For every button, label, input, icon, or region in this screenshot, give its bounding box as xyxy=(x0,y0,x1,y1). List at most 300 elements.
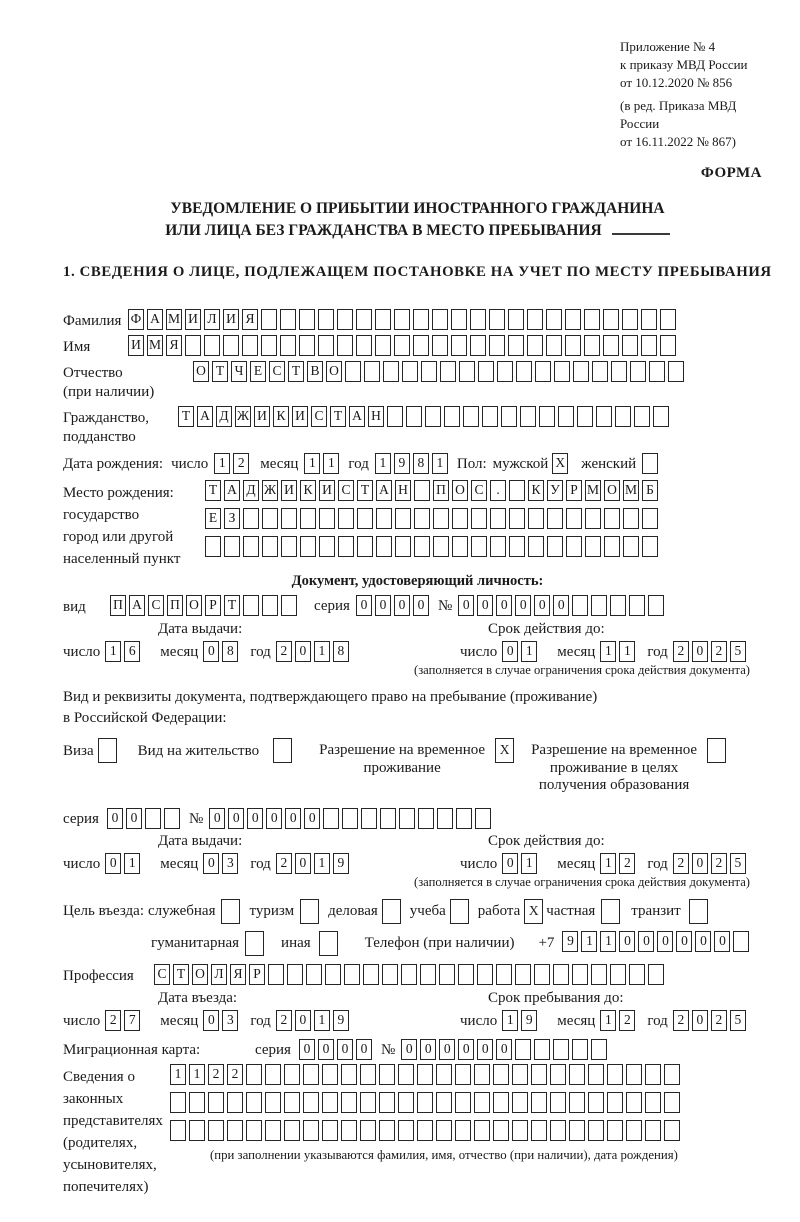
birth-date-row xyxy=(63,453,772,474)
char-cell: С xyxy=(154,964,170,985)
char-cell: 0 xyxy=(394,595,410,616)
char-cell xyxy=(474,1064,490,1085)
form-title-line1: УВЕДОМЛЕНИЕ О ПРИБЫТИИ ИНОСТРАННОГО ГРАЖДАНИНА xyxy=(170,200,665,217)
char-cell: 1 xyxy=(105,641,121,662)
char-cell xyxy=(515,1039,531,1060)
char-cell: 0 xyxy=(619,931,635,952)
char-cell xyxy=(273,738,292,763)
char-cell xyxy=(380,808,396,829)
char-cell xyxy=(303,1120,319,1141)
citizenship-boxes xyxy=(178,406,672,427)
char-cell xyxy=(474,1120,490,1141)
char-cell xyxy=(455,1092,471,1113)
char-cell: 0 xyxy=(203,641,219,662)
char-cell xyxy=(577,406,593,427)
char-cell: Е xyxy=(250,361,266,382)
month-label: месяц xyxy=(557,1012,596,1029)
char-cell xyxy=(243,508,259,529)
char-cell xyxy=(280,335,296,356)
char-cell: К xyxy=(300,480,316,501)
issue-year-boxes xyxy=(276,853,352,874)
char-cell: 2 xyxy=(673,853,689,874)
char-cell: И xyxy=(223,309,239,330)
char-cell xyxy=(565,309,581,330)
char-cell xyxy=(284,1064,300,1085)
char-cell xyxy=(364,361,380,382)
birth-month-boxes xyxy=(304,453,342,474)
day-label: число xyxy=(171,456,209,472)
char-cell xyxy=(375,335,391,356)
char-cell xyxy=(357,508,373,529)
char-cell: О xyxy=(193,361,209,382)
char-cell xyxy=(493,1064,509,1085)
profession-row xyxy=(63,964,772,986)
char-cell xyxy=(383,361,399,382)
sex-male-checkbox xyxy=(552,453,571,474)
char-cell: 0 xyxy=(502,641,518,662)
char-cell xyxy=(395,508,411,529)
char-cell: 5 xyxy=(730,853,746,874)
purpose-study-label: учеба xyxy=(409,902,446,919)
char-cell xyxy=(455,1064,471,1085)
char-cell: Р xyxy=(566,480,582,501)
char-cell xyxy=(550,1064,566,1085)
char-cell: 0 xyxy=(228,808,244,829)
char-cell: 9 xyxy=(394,453,410,474)
char-cell xyxy=(227,1092,243,1113)
char-cell xyxy=(458,964,474,985)
char-cell xyxy=(585,508,601,529)
char-cell xyxy=(243,595,259,616)
identity-doc-dates-row xyxy=(63,641,772,662)
char-cell: К xyxy=(273,406,289,427)
representatives-row3-boxes xyxy=(170,1120,683,1141)
doc-kind-label: вид xyxy=(63,599,86,615)
representatives-label-line4: (родителях, xyxy=(63,1134,138,1151)
char-cell xyxy=(417,1064,433,1085)
char-cell xyxy=(603,309,619,330)
title-blank-underline xyxy=(612,222,670,235)
char-cell: 1 xyxy=(214,453,230,474)
char-cell: 2 xyxy=(276,1010,292,1031)
char-cell: 5 xyxy=(730,641,746,662)
char-cell xyxy=(515,964,531,985)
month-label: месяц xyxy=(557,855,596,872)
char-cell: 0 xyxy=(295,853,311,874)
char-cell: 0 xyxy=(304,808,320,829)
char-cell: 1 xyxy=(170,1064,186,1085)
purpose-humanitarian-checkbox xyxy=(245,931,267,956)
char-cell xyxy=(648,964,664,985)
char-cell xyxy=(569,1092,585,1113)
char-cell xyxy=(268,964,284,985)
purpose-other-checkbox xyxy=(319,931,341,956)
appendix-block xyxy=(620,38,772,151)
char-cell xyxy=(451,309,467,330)
day-label: число xyxy=(460,855,498,872)
char-cell: Я xyxy=(166,335,182,356)
char-cell xyxy=(246,1064,262,1085)
char-cell xyxy=(493,1120,509,1141)
char-cell xyxy=(520,406,536,427)
char-cell xyxy=(642,453,658,474)
char-cell xyxy=(477,964,493,985)
char-cell xyxy=(531,1064,547,1085)
char-cell: Ч xyxy=(231,361,247,382)
char-cell: X xyxy=(524,899,543,924)
representatives-label-line1: Сведения о xyxy=(63,1068,135,1085)
char-cell: П xyxy=(433,480,449,501)
char-cell xyxy=(170,1120,186,1141)
char-cell: 0 xyxy=(439,1039,455,1060)
char-cell: 0 xyxy=(692,641,708,662)
char-cell xyxy=(261,335,277,356)
char-cell xyxy=(689,899,708,924)
expiry-year-boxes xyxy=(673,853,749,874)
day-label: число xyxy=(63,644,101,660)
expiry-day-boxes xyxy=(502,853,540,874)
char-cell: Т xyxy=(178,406,194,427)
profession-label: Профессия xyxy=(63,967,134,984)
char-cell xyxy=(489,309,505,330)
char-cell xyxy=(265,1064,281,1085)
char-cell xyxy=(433,536,449,557)
identity-doc-note: (заполняется в случае ограничения срока действия документа) xyxy=(414,663,750,677)
char-cell: Ф xyxy=(128,309,144,330)
residence-intro-line1: Вид и реквизиты документа, подтверждающего право на пребывание (проживание) xyxy=(63,689,598,705)
residence-expiry-date xyxy=(460,853,758,874)
char-cell xyxy=(508,335,524,356)
purpose-business-checkbox xyxy=(382,899,404,924)
char-cell: . xyxy=(490,480,506,501)
char-cell xyxy=(508,309,524,330)
char-cell xyxy=(394,309,410,330)
temp-residence-edu-line3: получения образования xyxy=(538,777,690,793)
birth-date-label: Дата рождения: xyxy=(63,456,164,472)
entry-date-heading: Дата въезда: xyxy=(158,989,238,1006)
char-cell: Т xyxy=(212,361,228,382)
purpose-other-label: иная xyxy=(281,934,311,951)
appendix-line: от 10.12.2020 № 856 xyxy=(620,75,733,90)
char-cell: 0 xyxy=(356,595,372,616)
char-cell: И xyxy=(292,406,308,427)
char-cell xyxy=(546,309,562,330)
surname-row xyxy=(63,309,772,331)
char-cell xyxy=(584,309,600,330)
stay-until-heading: Срок пребывания до: xyxy=(488,989,624,1006)
char-cell: 0 xyxy=(295,641,311,662)
migration-number-boxes xyxy=(401,1039,610,1060)
char-cell xyxy=(512,1120,528,1141)
given-name-row xyxy=(63,335,772,357)
char-cell xyxy=(337,335,353,356)
char-cell xyxy=(566,536,582,557)
char-cell xyxy=(145,808,161,829)
char-cell xyxy=(592,361,608,382)
identity-doc-date-headers xyxy=(63,621,772,641)
char-cell: 0 xyxy=(299,1039,315,1060)
day-label: число xyxy=(460,644,498,660)
purpose-label: Цель въезда: xyxy=(63,902,144,919)
issue-year-boxes xyxy=(276,641,352,662)
char-cell xyxy=(527,309,543,330)
char-cell xyxy=(611,361,627,382)
migration-series-label: серия xyxy=(255,1041,291,1058)
char-cell xyxy=(585,536,601,557)
char-cell xyxy=(629,964,645,985)
char-cell xyxy=(318,335,334,356)
char-cell xyxy=(489,335,505,356)
char-cell xyxy=(626,1064,642,1085)
char-cell: Т xyxy=(357,480,373,501)
residence-series-boxes xyxy=(107,808,183,829)
stay-day-boxes xyxy=(502,1010,540,1031)
char-cell: 2 xyxy=(711,641,727,662)
char-cell: 2 xyxy=(233,453,249,474)
char-cell: М xyxy=(147,335,163,356)
char-cell xyxy=(394,335,410,356)
char-cell xyxy=(399,808,415,829)
char-cell xyxy=(205,536,221,557)
representatives-label-line2: законных xyxy=(63,1090,124,1107)
char-cell: Н xyxy=(395,480,411,501)
char-cell xyxy=(398,1064,414,1085)
patronymic-label xyxy=(63,361,193,402)
residence-doc-intro xyxy=(63,687,772,729)
day-label: число xyxy=(63,855,101,872)
char-cell xyxy=(299,335,315,356)
temp-residence-edu-line1: Разрешение на временное xyxy=(531,742,698,758)
char-cell: У xyxy=(547,480,563,501)
char-cell xyxy=(588,1120,604,1141)
char-cell: 0 xyxy=(477,595,493,616)
char-cell xyxy=(379,1064,395,1085)
char-cell xyxy=(284,1120,300,1141)
char-cell xyxy=(189,1120,205,1141)
representatives-row2-boxes xyxy=(170,1092,683,1113)
stay-year-boxes xyxy=(673,1010,749,1031)
char-cell xyxy=(281,595,297,616)
phone-boxes xyxy=(562,931,752,952)
char-cell: 5 xyxy=(730,1010,746,1031)
char-cell: 0 xyxy=(203,853,219,874)
char-cell: 1 xyxy=(600,853,616,874)
char-cell xyxy=(287,964,303,985)
char-cell xyxy=(319,931,338,956)
char-cell: С xyxy=(148,595,164,616)
month-label: месяц xyxy=(160,1012,199,1029)
migration-number-label: № xyxy=(380,1041,396,1058)
year-label: год xyxy=(250,855,271,872)
char-cell xyxy=(452,536,468,557)
residence-doc-date-headers xyxy=(63,833,772,853)
char-cell xyxy=(208,1120,224,1141)
char-cell: Е xyxy=(205,508,221,529)
char-cell: 0 xyxy=(285,808,301,829)
char-cell: 0 xyxy=(477,1039,493,1060)
sex-female-label: женский xyxy=(581,456,637,472)
citizenship-label xyxy=(63,406,178,447)
char-cell xyxy=(223,335,239,356)
char-cell xyxy=(376,508,392,529)
char-cell xyxy=(208,1092,224,1113)
char-cell xyxy=(338,508,354,529)
char-cell: 0 xyxy=(295,1010,311,1031)
char-cell xyxy=(432,309,448,330)
char-cell xyxy=(626,1092,642,1113)
char-cell xyxy=(588,1064,604,1085)
issue-month-boxes xyxy=(203,853,241,874)
char-cell xyxy=(629,595,645,616)
migration-card-row xyxy=(63,1039,772,1060)
amendment-line: от 16.11.2022 № 867) xyxy=(620,134,737,149)
char-cell xyxy=(534,964,550,985)
identity-expiry-date xyxy=(460,641,758,662)
char-cell: 0 xyxy=(375,595,391,616)
char-cell: В xyxy=(307,361,323,382)
doc-number-label: № xyxy=(437,598,453,614)
char-cell: Я xyxy=(242,309,258,330)
char-cell xyxy=(470,309,486,330)
char-cell xyxy=(439,964,455,985)
char-cell xyxy=(648,595,664,616)
char-cell xyxy=(642,508,658,529)
char-cell: Л xyxy=(204,309,220,330)
char-cell: 8 xyxy=(413,453,429,474)
char-cell xyxy=(490,536,506,557)
section1-heading: 1. СВЕДЕНИЯ О ЛИЦЕ, ПОДЛЕЖАЩЕМ ПОСТАНОВКЕ НА УЧЕТ ПО МЕСТУ ПРЕБЫВАНИЯ xyxy=(63,264,772,280)
char-cell xyxy=(418,808,434,829)
patronymic-label-text: Отчество xyxy=(63,365,123,381)
char-cell: 1 xyxy=(600,641,616,662)
char-cell xyxy=(361,808,377,829)
temp-residence-edu-line2: проживание в целях xyxy=(549,759,679,776)
char-cell: 0 xyxy=(356,1039,372,1060)
birth-place-block xyxy=(63,480,772,570)
char-cell xyxy=(572,595,588,616)
stay-until-date xyxy=(460,1010,758,1031)
purpose-tourism-label: туризм xyxy=(249,902,295,919)
char-cell xyxy=(224,536,240,557)
year-label: год xyxy=(250,1012,271,1029)
char-cell xyxy=(227,1120,243,1141)
profession-boxes xyxy=(154,964,667,985)
char-cell: 1 xyxy=(600,1010,616,1031)
char-cell: П xyxy=(167,595,183,616)
char-cell xyxy=(626,1120,642,1141)
char-cell xyxy=(610,964,626,985)
temp-residence-edu-checkbox xyxy=(707,738,729,763)
char-cell: М xyxy=(585,480,601,501)
char-cell: 1 xyxy=(304,453,320,474)
char-cell: М xyxy=(623,480,639,501)
temp-residence-label-line1: Разрешение на временное xyxy=(319,742,486,758)
residence-issue-date xyxy=(63,853,460,874)
patronymic-row xyxy=(63,361,772,402)
char-cell xyxy=(591,1039,607,1060)
char-cell xyxy=(417,1120,433,1141)
char-cell: 0 xyxy=(515,595,531,616)
char-cell xyxy=(573,361,589,382)
char-cell xyxy=(535,361,551,382)
issue-date-heading: Дата выдачи: xyxy=(158,621,243,637)
char-cell: 1 xyxy=(314,641,330,662)
char-cell xyxy=(246,1092,262,1113)
char-cell xyxy=(164,808,180,829)
char-cell xyxy=(281,536,297,557)
char-cell xyxy=(490,508,506,529)
char-cell: Ж xyxy=(262,480,278,501)
char-cell xyxy=(470,335,486,356)
issue-date-heading: Дата выдачи: xyxy=(158,832,243,849)
char-cell: Р xyxy=(205,595,221,616)
char-cell xyxy=(645,1092,661,1113)
char-cell xyxy=(601,899,620,924)
char-cell: Т xyxy=(288,361,304,382)
char-cell xyxy=(641,335,657,356)
residence-intro-line2: в Российской Федерации: xyxy=(63,710,227,726)
doc-number-boxes xyxy=(458,595,667,616)
purpose-private-label: частная xyxy=(546,902,596,919)
char-cell xyxy=(300,536,316,557)
char-cell xyxy=(432,335,448,356)
char-cell xyxy=(547,508,563,529)
char-cell: Я xyxy=(230,964,246,985)
patronymic-label-note: (при наличии) xyxy=(63,384,155,400)
char-cell: Т xyxy=(224,595,240,616)
citizenship-label-line1: Гражданство, xyxy=(63,410,150,426)
expiry-date-heading: Срок действия до: xyxy=(488,832,605,849)
char-cell xyxy=(550,1092,566,1113)
form-title-line2-text: ИЛИ ЛИЦА БЕЗ ГРАЖДАНСТВА В МЕСТО ПРЕБЫВАНИЯ xyxy=(165,222,602,239)
char-cell xyxy=(281,508,297,529)
char-cell: 0 xyxy=(695,931,711,952)
char-cell xyxy=(436,1120,452,1141)
birth-place-boxrows xyxy=(205,480,661,564)
char-cell: X xyxy=(495,738,514,763)
char-cell xyxy=(603,335,619,356)
char-cell xyxy=(376,536,392,557)
char-cell xyxy=(401,964,417,985)
char-cell: А xyxy=(147,309,163,330)
residence-number-label: № xyxy=(188,810,204,827)
representatives-label-line5: усыновителях, xyxy=(63,1156,157,1173)
char-cell xyxy=(280,309,296,330)
doc-series-label: серия xyxy=(314,598,350,614)
char-cell xyxy=(664,1064,680,1085)
char-cell xyxy=(471,536,487,557)
char-cell xyxy=(630,361,646,382)
char-cell xyxy=(528,508,544,529)
char-cell xyxy=(284,1092,300,1113)
char-cell: 0 xyxy=(209,808,225,829)
month-label: месяц xyxy=(260,456,299,472)
char-cell xyxy=(547,536,563,557)
char-cell: 0 xyxy=(266,808,282,829)
char-cell xyxy=(607,1064,623,1085)
char-cell xyxy=(450,899,469,924)
char-cell xyxy=(459,361,475,382)
char-cell: 0 xyxy=(502,853,518,874)
char-cell: З xyxy=(224,508,240,529)
char-cell xyxy=(615,406,631,427)
char-cell xyxy=(607,1120,623,1141)
month-label: месяц xyxy=(160,855,199,872)
char-cell xyxy=(322,1092,338,1113)
char-cell: 9 xyxy=(521,1010,537,1031)
char-cell xyxy=(433,508,449,529)
purpose-row2 xyxy=(151,931,772,956)
